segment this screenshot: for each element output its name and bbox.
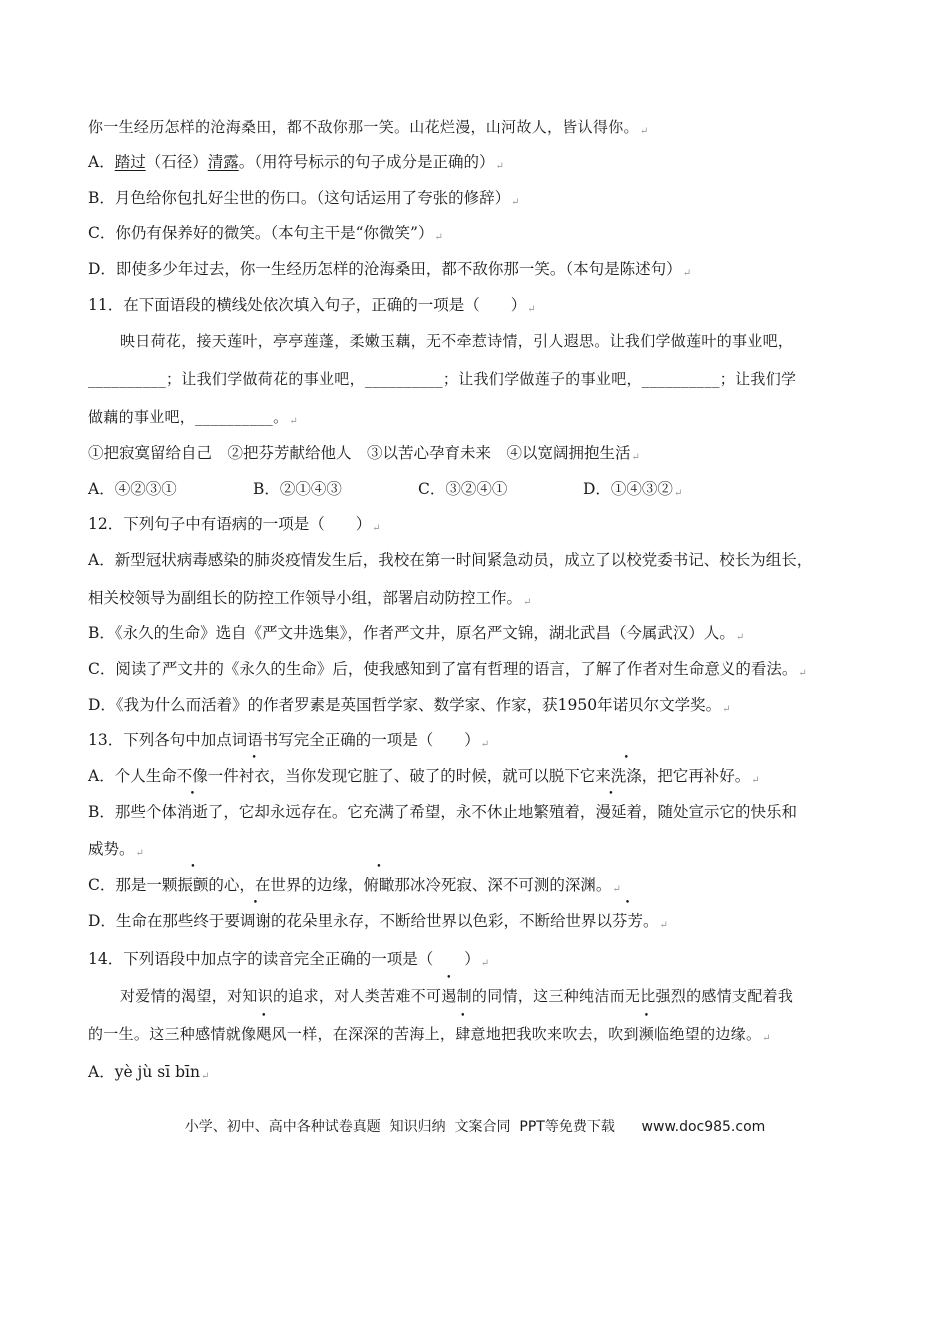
dotted-word: 调谢 xyxy=(239,912,271,930)
q13-option-c[interactable]: C．那是一颗振颤的心，在世界的边缘，俯瞰那冰冷死寂、深不可测的深渊。↵ xyxy=(88,876,621,895)
q12-option-d[interactable]: D．《我为什么而活着》的作者罗素是英国哲学家、数学家、作家，获1950年诺贝尔文学奖。↵ xyxy=(88,696,731,715)
dotted-word: 俯瞰 xyxy=(363,876,395,894)
underlined-word: 清露 xyxy=(207,153,239,171)
q10-option-a[interactable]: A．踏过（石径）清露。（用符号标示的句子成分是正确的）↵ xyxy=(88,153,504,172)
q12-option-c[interactable]: C．阅读了严文井的《永久的生命》后，使我感知到了富有哲理的语言，了解了作者对生命意义的看法。↵ xyxy=(88,660,807,679)
dotted-word: 芬芳 xyxy=(611,912,643,930)
q14-passage-line-2: 的一生。这三种感情就像飓风一样，在深深的苦海上，肆意地把我吹来吹去，吹到濒临绝望的边缘。↵ xyxy=(88,1025,771,1044)
q12-stem: 12．下列句子中有语病的一项是（ ）↵ xyxy=(88,515,381,534)
q13-option-b-cont: 威势。↵ xyxy=(88,840,144,859)
q11-passage-line-3: 做藕的事业吧，__________。↵ xyxy=(88,408,299,427)
dotted-char: 遏 xyxy=(441,987,457,1005)
q10-option-b[interactable]: B．月色给你包扎好尘世的伤口。（这句话运用了夸张的修辞）↵ xyxy=(88,189,520,208)
q13-option-d[interactable]: D．生命在那些终于要调谢的花朵里永存，不断给世界以色彩，不断给世界以芬芳。↵ xyxy=(88,912,668,931)
q14-option-a[interactable]: A．yè jù sī bīn↵ xyxy=(88,1063,210,1082)
q10-option-d[interactable]: D．即使多少年过去，你一生经历怎样的沧海桑田，都不敌你那一笑。（本句是陈述句）↵ xyxy=(88,260,692,279)
q13-option-b[interactable]: B．那些个体消逝了，它却永远存在。它充满了希望，永不休止地繁殖着，漫延着，随处宣示它的快乐和 xyxy=(88,803,797,821)
q14-stem: 14．下列语段中加点字的读音完全正确的一项是（ ）↵ xyxy=(88,950,490,969)
q11-options: A．④②③① B．②①④③ C．③②④① D．①④③②↵ xyxy=(88,480,683,499)
q11-stem: 11．在下面语段的横线处依次填入句子，正确的一项是（ ）↵ xyxy=(88,296,536,315)
q11-option-a[interactable]: A．④②③① xyxy=(88,480,177,498)
q11-passage-line-1: 映日荷花，接天莲叶，亭亭莲蓬，柔嫩玉藕，无不牵惹诗情，引人遐思。让我们学做莲叶的事业吧， xyxy=(120,332,794,350)
q12-option-a-cont: 相关校领导为副组长的防控工作领导小组，部署启动防控工作。↵ xyxy=(88,589,532,608)
footer-text: 小学、初中、高中各种试卷真题 知识归纳 文案合同 PPT等免费下载 xyxy=(184,1119,615,1135)
dotted-word: 消逝 xyxy=(176,803,208,821)
q11-passage-line-2: __________；让我们学做荷花的事业吧，__________；让我们学做莲子的事业吧，__________；让我们学 xyxy=(88,370,797,388)
page-footer xyxy=(0,1116,950,1136)
dotted-char: 飓 xyxy=(256,1025,272,1043)
dotted-word: 洗涤 xyxy=(610,767,642,785)
q11-option-d[interactable]: D．①④③② xyxy=(583,480,673,498)
passage-last-line: 你一生经历怎样的沧海桑田，都不敌你那一笑。山花烂漫，山河故人，皆认得你。↵ xyxy=(88,118,649,137)
q11-option-b[interactable]: B．②①④③ xyxy=(253,480,342,498)
q13-stem: 13．下列各句中加点词语书写完全正确的一项是（ ）↵ xyxy=(88,731,490,750)
q13-option-a[interactable]: A．个人生命不像一件衬衣，当你发现它脏了、破了的时候，就可以脱下它来洗涤，把它再补好。↵ xyxy=(88,767,760,786)
dotted-char: 濒 xyxy=(638,1025,655,1043)
q14-passage-line-1: 对爱情的渴望，对知识的追求，对人类苦难不可遏制的同情，这三种纯洁而无比强烈的感情支配着我 xyxy=(120,987,794,1005)
q12-option-a[interactable]: A．新型冠状病毒感染的肺炎疫情发生后，我校在第一时间紧急动员，成立了以校党委书记、校长为组长， xyxy=(88,551,813,569)
q11-items: ①把寂寞留给自己 ②把芬芳献给他人 ③以苦心孕育未来 ④以宽阔拥抱生活↵ xyxy=(88,444,640,463)
paragraph-mark: ↵ xyxy=(639,126,649,137)
q10-option-c[interactable]: C．你仍有保养好的微笑。（本句主干是“你微笑”）↵ xyxy=(88,224,443,243)
q11-option-c[interactable]: C．③②④① xyxy=(418,480,508,498)
dotted-word: 漫延 xyxy=(595,803,627,821)
underlined-word: 踏过 xyxy=(114,153,146,171)
q12-option-b[interactable]: B．《永久的生命》选自《严文井选集》，作者严文井，原名严文锦，湖北武昌（今属武汉）人。↵ xyxy=(88,624,745,643)
footer-link[interactable]: www.doc985.com xyxy=(641,1119,766,1135)
dotted-char: 肆 xyxy=(455,1025,471,1043)
dotted-word: 振颤 xyxy=(177,876,209,894)
dotted-word: 衬衣 xyxy=(238,767,270,785)
